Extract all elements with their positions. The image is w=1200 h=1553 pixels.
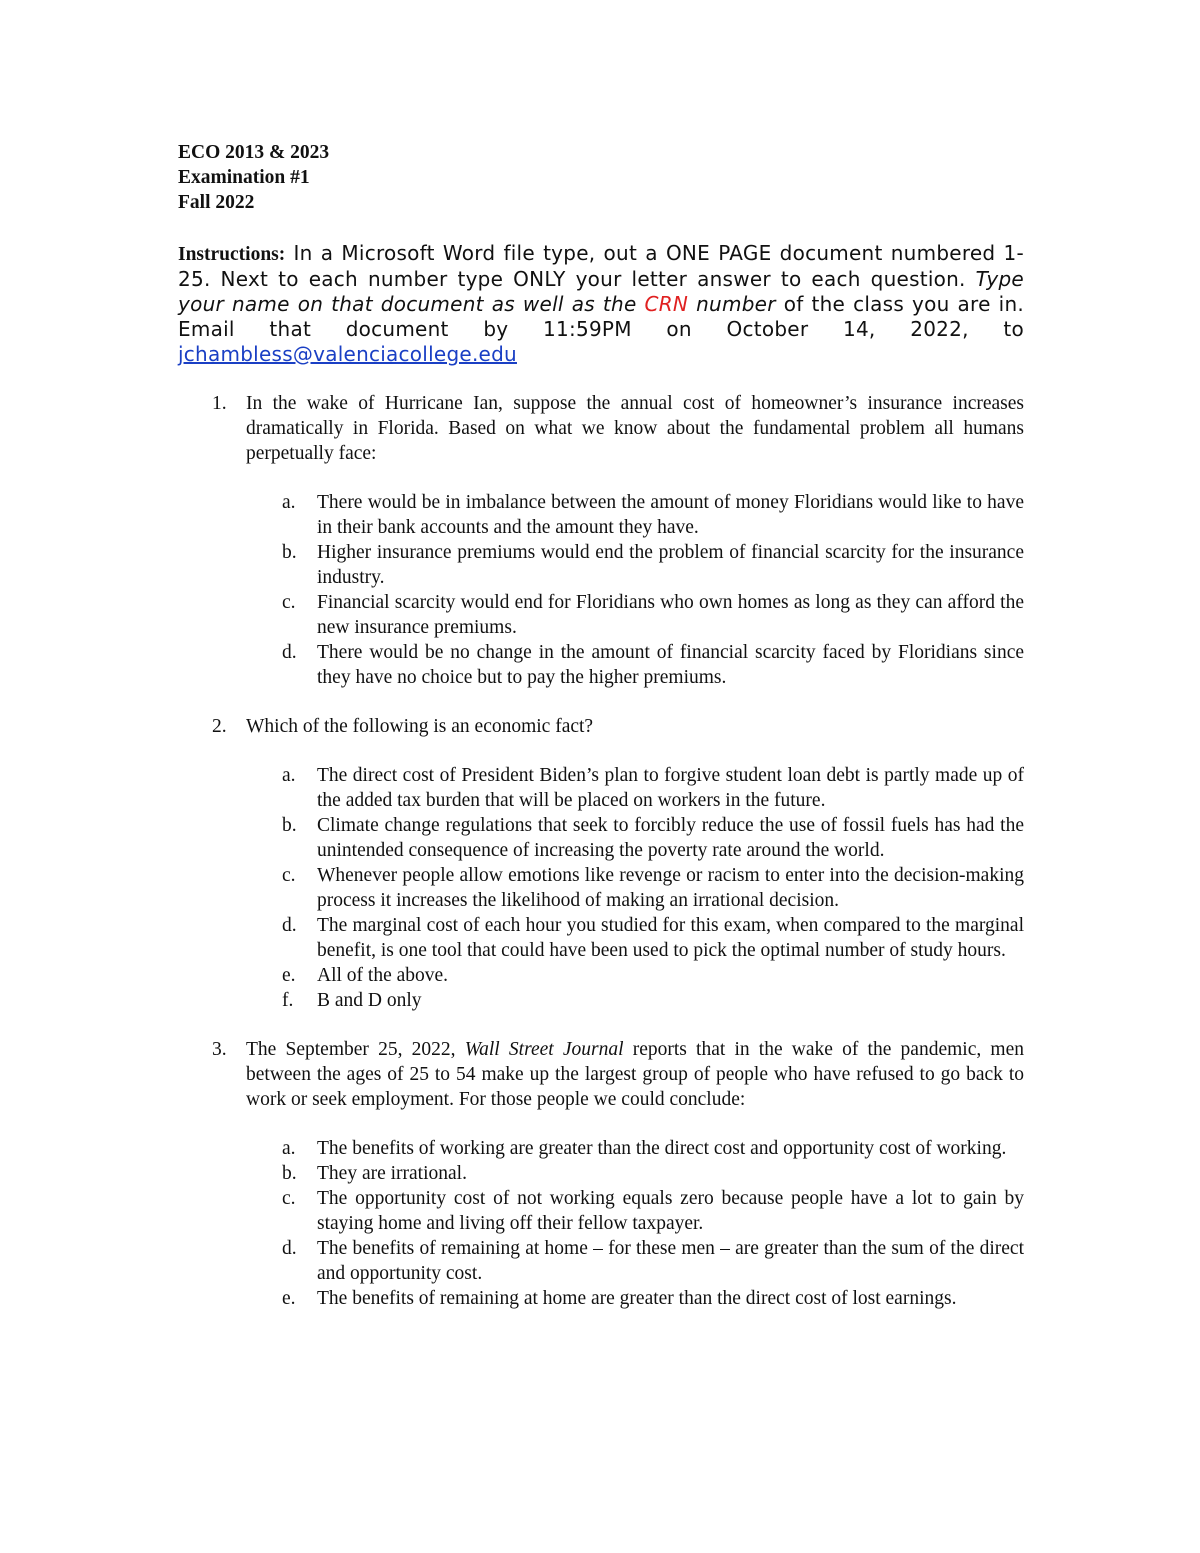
option-text: Whenever people allow emotions like revenge or racism to enter into the decision-making process it increases the likelihood of making an irrational decision. bbox=[317, 865, 1024, 911]
option-text: Higher insurance premiums would end the problem of financial scarcity for the insurance industry. bbox=[317, 542, 1024, 588]
exam-document bbox=[178, 140, 1024, 1311]
crn-highlight: CRN bbox=[644, 292, 689, 316]
option-letter: f. bbox=[282, 990, 294, 1011]
answer-option bbox=[246, 863, 1024, 913]
answer-option bbox=[246, 913, 1024, 963]
instructions-emphasis-2: number bbox=[688, 292, 776, 316]
question-3 bbox=[178, 1037, 1024, 1311]
answer-option bbox=[246, 813, 1024, 863]
answer-option bbox=[246, 490, 1024, 540]
option-text: Climate change regulations that seek to forcibly reduce the use of fossil fuels has had the unintended consequence of increasing the poverty rate around the world. bbox=[317, 815, 1024, 861]
email-link[interactable]: jchambless@valenciacollege.edu bbox=[178, 342, 517, 366]
instructions-paragraph bbox=[178, 241, 1024, 367]
question-number: 2. bbox=[212, 716, 227, 737]
question-number: 1. bbox=[212, 393, 227, 414]
question-number: 3. bbox=[212, 1039, 227, 1060]
option-letter: e. bbox=[282, 1288, 296, 1309]
publication-title: Wall Street Journal bbox=[464, 1039, 624, 1060]
option-letter: a. bbox=[282, 1138, 296, 1159]
question-1 bbox=[178, 391, 1024, 690]
instructions-part-2: of the class you are in. Email that document by 11:59PM on October 14, 2022, to bbox=[178, 292, 1024, 341]
option-letter: b. bbox=[282, 542, 297, 563]
answer-option bbox=[246, 540, 1024, 590]
option-text: The benefits of working are greater than the direct cost and opportunity cost of working. bbox=[317, 1138, 1007, 1159]
course-title: ECO 2013 & 2023 bbox=[178, 142, 330, 163]
exam-title: Examination #1 bbox=[178, 167, 310, 188]
answer-option bbox=[246, 1136, 1024, 1161]
answer-options bbox=[246, 763, 1024, 1013]
question-text-after: reports that in the wake of the pandemic, men between the ages of 25 to 54 make up the largest group of people who have refused to go back to work or seek employment. For those people we could conclude: bbox=[246, 1039, 1024, 1110]
option-text: Financial scarcity would end for Floridians who own homes as long as they can afford the new insurance premiums. bbox=[317, 592, 1024, 638]
answer-option bbox=[246, 763, 1024, 813]
answer-option bbox=[246, 988, 1024, 1013]
answer-option bbox=[246, 1161, 1024, 1186]
answer-option bbox=[246, 1186, 1024, 1236]
answer-option bbox=[246, 640, 1024, 690]
option-letter: d. bbox=[282, 642, 297, 663]
option-letter: b. bbox=[282, 815, 297, 836]
option-letter: a. bbox=[282, 492, 296, 513]
option-text: B and D only bbox=[317, 990, 422, 1011]
question-2 bbox=[178, 714, 1024, 1013]
option-text: The opportunity cost of not working equals zero because people have a lot to gain by staying home and living off their fellow taxpayer. bbox=[317, 1188, 1024, 1234]
answer-option bbox=[246, 1236, 1024, 1286]
option-letter: a. bbox=[282, 765, 296, 786]
option-text: There would be in imbalance between the amount of money Floridians would like to have in their bank accounts and the amount they have. bbox=[317, 492, 1024, 538]
answer-option bbox=[246, 963, 1024, 988]
instructions-label: Instructions: bbox=[178, 244, 286, 265]
option-letter: c. bbox=[282, 592, 296, 613]
instructions-part-1: In a Microsoft Word file type, out a ONE PAGE document numbered 1-25. Next to each number type ONLY your letter answer to each question. bbox=[178, 241, 1024, 291]
answer-options bbox=[246, 490, 1024, 690]
instructions-emphasis-1: Type your name on that document as well as the bbox=[178, 267, 1024, 316]
option-letter: b. bbox=[282, 1163, 297, 1184]
option-text: The marginal cost of each hour you studied for this exam, when compared to the marginal benefit, is one tool that could have been used to pick the optimal number of study hours. bbox=[317, 915, 1024, 961]
question-text-before: The September 25, 2022, bbox=[246, 1039, 465, 1060]
answer-option bbox=[246, 590, 1024, 640]
option-text: The benefits of remaining at home – for these men – are greater than the sum of the direct and opportunity cost. bbox=[317, 1238, 1024, 1284]
question-text: Which of the following is an economic fact? bbox=[246, 716, 594, 737]
option-text: The benefits of remaining at home are greater than the direct cost of lost earnings. bbox=[317, 1288, 957, 1309]
option-letter: c. bbox=[282, 1188, 296, 1209]
answer-options bbox=[246, 1136, 1024, 1311]
term-title: Fall 2022 bbox=[178, 192, 255, 213]
option-text: They are irrational. bbox=[317, 1163, 467, 1184]
question-text bbox=[246, 1037, 1024, 1112]
option-letter: d. bbox=[282, 915, 297, 936]
option-letter: e. bbox=[282, 965, 296, 986]
option-text: The direct cost of President Biden’s plan to forgive student loan debt is partly made up of the added tax burden that will be placed on workers in the future. bbox=[317, 765, 1024, 811]
option-letter: d. bbox=[282, 1238, 297, 1259]
answer-option bbox=[246, 1286, 1024, 1311]
option-letter: c. bbox=[282, 865, 296, 886]
option-text: There would be no change in the amount of financial scarcity faced by Floridians since they have no choice but to pay the higher premiums. bbox=[317, 642, 1024, 688]
question-text: In the wake of Hurricane Ian, suppose the annual cost of homeowner’s insurance increases dramatically in Florida. Based on what we know about the fundamental problem all humans perpetually face: bbox=[246, 393, 1024, 464]
option-text: All of the above. bbox=[317, 965, 449, 986]
